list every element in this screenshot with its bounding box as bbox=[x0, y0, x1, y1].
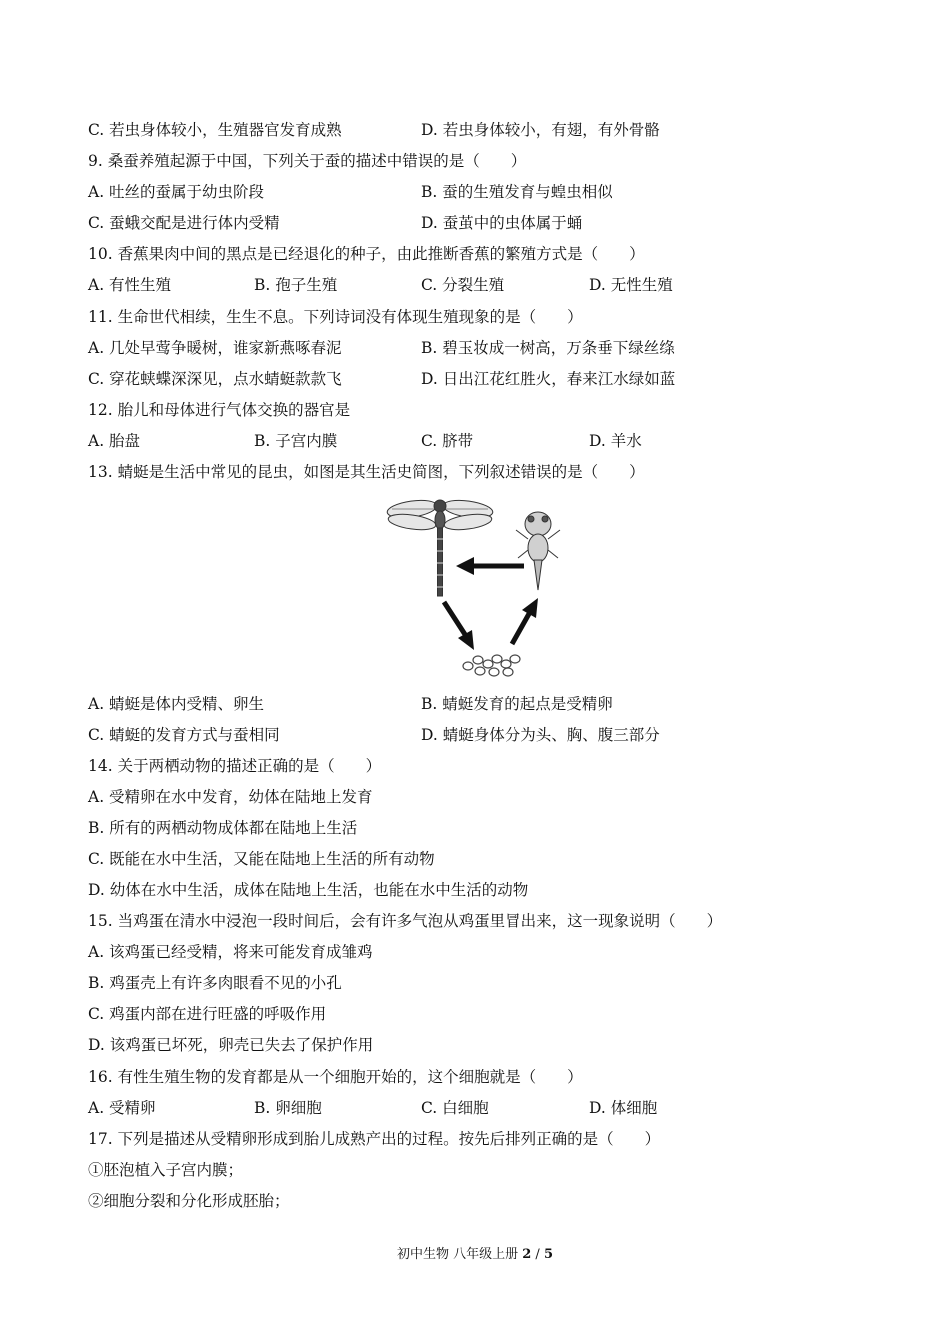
q8-option-d: D. 若虫身体较小，有翅，有外骨骼 bbox=[421, 121, 660, 139]
q15-option-b: B. 鸡蛋壳上有许多肉眼看不见的小孔 bbox=[88, 974, 342, 992]
adult-dragonfly-icon bbox=[386, 498, 494, 596]
q8-option-c: C. 若虫身体较小，生殖器官发育成熟 bbox=[88, 121, 342, 139]
q13-option-b: B. 蜻蜓发育的起点是受精卵 bbox=[421, 695, 613, 713]
arrow-nymph-to-adult-icon bbox=[456, 557, 524, 575]
q17-item-1: ①胚泡植入子宫内膜； bbox=[88, 1161, 244, 1179]
arrow-eggs-to-nymph-icon bbox=[512, 598, 538, 644]
q16-option-a: A. 受精卵 bbox=[88, 1099, 156, 1117]
page-footer bbox=[0, 1246, 950, 1264]
q11-option-c: C. 穿花蛱蝶深深见，点水蜻蜓款款飞 bbox=[88, 370, 342, 388]
q9-option-a: A. 吐丝的蚕属于幼虫阶段 bbox=[88, 183, 265, 201]
q11-stem: 11. 生命世代相续，生生不息。下列诗词没有体现生殖现象的是（ ） bbox=[88, 308, 583, 326]
q10-stem: 10. 香蕉果肉中间的黑点是已经退化的种子，由此推断香蕉的繁殖方式是（ ） bbox=[88, 245, 645, 263]
q16-option-b: B. 卵细胞 bbox=[254, 1099, 322, 1117]
q11-option-d: D. 日出江花红胜火，春来江水绿如蓝 bbox=[421, 370, 676, 388]
q10-option-b: B. 孢子生殖 bbox=[254, 276, 338, 294]
q13-option-c: C. 蜻蜓的发育方式与蚕相同 bbox=[88, 726, 280, 744]
q12-option-d: D. 羊水 bbox=[589, 432, 642, 450]
nymph-icon bbox=[516, 512, 560, 590]
q17-item-2: ②细胞分裂和分化形成胚胎； bbox=[88, 1192, 290, 1210]
q9-option-b: B. 蚕的生殖发育与蝗虫相似 bbox=[421, 183, 613, 201]
q12-option-a: A. 胎盘 bbox=[88, 432, 141, 450]
q17-stem: 17. 下列是描述从受精卵形成到胎儿成熟产出的过程。按先后排列正确的是（ ） bbox=[88, 1130, 661, 1148]
q10-option-d: D. 无性生殖 bbox=[589, 276, 673, 294]
q13-option-d: D. 蜻蜓身体分为头、胸、腹三部分 bbox=[421, 726, 660, 744]
q9-option-c: C. 蚕蛾交配是进行体内受精 bbox=[88, 214, 280, 232]
q14-option-c: C. 既能在水中生活，又能在陆地上生活的所有动物 bbox=[88, 850, 435, 868]
q11-option-b: B. 碧玉妆成一树高，万条垂下绿丝绦 bbox=[421, 339, 675, 357]
footer-page-number: 2 bbox=[522, 1247, 532, 1262]
q14-option-a: A. 受精卵在水中发育，幼体在陆地上发育 bbox=[88, 788, 373, 806]
q14-stem: 14. 关于两栖动物的描述正确的是（ ） bbox=[88, 757, 382, 775]
q12-option-c: C. 脐带 bbox=[421, 432, 474, 450]
q10-option-a: A. 有性生殖 bbox=[88, 276, 172, 294]
q13-stem: 13. 蜻蜓是生活中常见的昆虫，如图是其生活史简图，下列叙述错误的是（ ） bbox=[88, 463, 645, 481]
q12-stem: 12. 胎儿和母体进行气体交换的器官是 bbox=[88, 401, 351, 419]
footer-page-total: 5 bbox=[543, 1247, 553, 1262]
q13-option-a: A. 蜻蜓是体内受精、卵生 bbox=[88, 695, 265, 713]
q16-option-d: D. 体细胞 bbox=[589, 1099, 658, 1117]
q9-option-d: D. 蚕茧中的虫体属于蛹 bbox=[421, 214, 583, 232]
q15-option-d: D. 该鸡蛋已坏死，卵壳已失去了保护作用 bbox=[88, 1036, 374, 1054]
q14-option-b: B. 所有的两栖动物成体都在陆地上生活 bbox=[88, 819, 358, 837]
arrow-adult-to-eggs-icon bbox=[444, 602, 474, 650]
q16-stem: 16. 有性生殖生物的发育都是从一个细胞开始的，这个细胞就是（ ） bbox=[88, 1068, 583, 1086]
footer-label: 初中生物 八年级上册 bbox=[396, 1247, 523, 1262]
q10-option-c: C. 分裂生殖 bbox=[421, 276, 505, 294]
dragonfly-life-cycle-figure bbox=[384, 494, 564, 686]
footer-separator: / bbox=[531, 1247, 544, 1262]
q16-option-c: C. 白细胞 bbox=[421, 1099, 489, 1117]
q14-option-d: D. 幼体在水中生活，成体在陆地上生活，也能在水中生活的动物 bbox=[88, 881, 529, 899]
q15-option-c: C. 鸡蛋内部在进行旺盛的呼吸作用 bbox=[88, 1005, 327, 1023]
q9-stem: 9. 桑蚕养殖起源于中国，下列关于蚕的描述中错误的是（ ） bbox=[88, 152, 527, 170]
q15-stem: 15. 当鸡蛋在清水中浸泡一段时间后，会有许多气泡从鸡蛋里冒出来，这一现象说明（ ） bbox=[88, 912, 723, 930]
eggs-icon bbox=[463, 655, 520, 676]
q15-option-a: A. 该鸡蛋已经受精，将来可能发育成雏鸡 bbox=[88, 943, 373, 961]
q11-option-a: A. 几处早莺争暖树，谁家新燕啄春泥 bbox=[88, 339, 342, 357]
q12-option-b: B. 子宫内膜 bbox=[254, 432, 338, 450]
